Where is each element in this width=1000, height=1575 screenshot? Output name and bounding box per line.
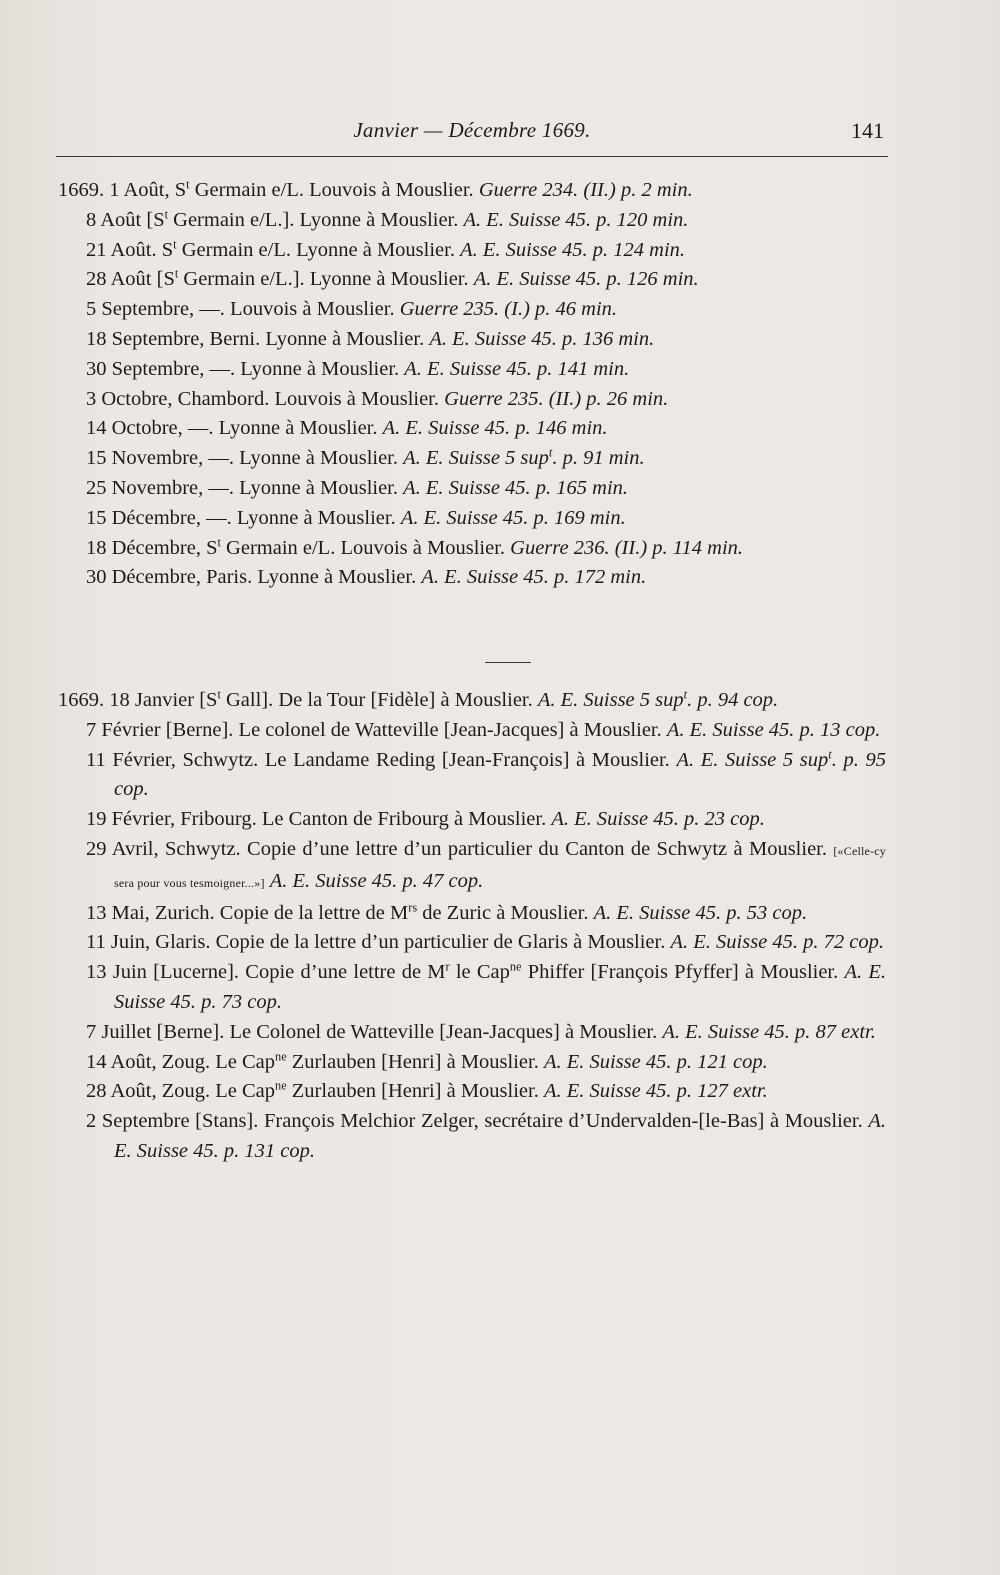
entry-text: 2 Septembre [Stans]. François Melchior Zelger, secrétaire d’Undervalden-[le-Bas] à Mouslier. <box>86 1110 869 1133</box>
entry-text: Germain e/L. Louvois à Mouslier. <box>220 536 511 559</box>
superscript: t <box>828 746 832 761</box>
entry-text: 29 Avril, Schwytz. Copie d’une lettre d’un particulier du Canton de Schwytz à Mouslier. <box>86 837 834 860</box>
archive-reference: Guerre 235. (II.) p. 26 min. <box>444 387 669 410</box>
archive-reference: A. E. Suisse 45. p. 124 min. <box>460 238 686 261</box>
entry-text: 7 Juillet [Berne]. Le Colonel de Watteville [Jean-Jacques] à Mouslier. <box>86 1020 663 1043</box>
letter-entry <box>86 355 886 385</box>
superscript: t <box>186 177 190 192</box>
entry-text: 15 Novembre, —. Lyonne à Mouslier. <box>86 447 404 470</box>
letter-entry <box>86 504 886 534</box>
entry-text: 15 Décembre, —. Lyonne à Mouslier. <box>86 506 401 529</box>
page-number: 141 <box>851 118 884 143</box>
superscript: rs <box>408 899 418 914</box>
entry-text: 13 Mai, Zurich. Copie de la lettre de M <box>86 901 409 924</box>
superscript: t <box>548 445 553 460</box>
entry-text: 7 Février [Berne]. Le colonel de Watteville [Jean-Jacques] à Mouslier. <box>86 718 667 741</box>
superscript: r <box>445 959 450 974</box>
archive-reference: A. E. Suisse 45. p. 73 cop. <box>114 961 887 1013</box>
letter-entry <box>86 385 886 415</box>
entry-text: 21 Août. S <box>86 238 174 261</box>
entry-text: 11 Juin, Glaris. Copie de la lettre d’un particulier de Glaris à Mouslier. <box>86 931 671 954</box>
entries-block-2 <box>58 686 887 1167</box>
letter-entry <box>86 206 886 236</box>
entry-text: 18 Décembre, S <box>86 536 218 559</box>
archive-reference: A. E. Suisse 45. p. 126 min. <box>473 268 699 291</box>
archive-reference: A. E. Suisse 45. p. 169 min. <box>400 506 626 529</box>
superscript: ne <box>275 1048 287 1063</box>
letter-entry <box>86 265 886 295</box>
entry-text: 5 Septembre, —. Louvois à Mouslier. <box>86 298 400 321</box>
entry-text: Zurlauben [Henri] à Mouslier. <box>286 1050 544 1073</box>
superscript: t <box>164 207 169 222</box>
letter-entry <box>86 534 886 564</box>
archive-reference: . p. 95 cop. <box>114 748 886 801</box>
entry-text: Germain e/L. Lyonne à Mouslier. <box>176 238 461 261</box>
entry-text: 1669. 1 Août, S <box>58 179 187 201</box>
archive-reference: . p. 94 cop. <box>687 689 779 711</box>
archive-reference: A. E. Suisse 45. p. 120 min. <box>463 208 689 231</box>
letter-entry <box>58 176 886 206</box>
entry-text: Germain e/L.]. Lyonne à Mouslier. <box>168 208 464 231</box>
entry-text: 30 Décembre, Paris. Lyonne à Mouslier. <box>86 566 422 589</box>
entry-text: 14 Octobre, —. Lyonne à Mouslier. <box>86 417 383 440</box>
entry-text: 30 Septembre, —. Lyonne à Mouslier. <box>86 357 405 380</box>
entries-block-1 <box>58 176 886 593</box>
running-title: Janvier — Décembre 1669. <box>353 118 591 142</box>
entry-text: 28 Août, Zoug. Le Cap <box>86 1080 276 1103</box>
letter-entry <box>86 899 886 929</box>
letter-entry <box>86 805 886 835</box>
entry-text: Phiffer [François Pfyffer] à Mouslier. <box>521 961 845 984</box>
superscript: t <box>683 687 688 702</box>
incipit-quote: [«Celle-cy sera pour vous tesmoigner...»] <box>114 843 886 890</box>
entry-text: le Cap <box>449 961 510 984</box>
entry-text: Zurlauben [Henri] à Mouslier. <box>286 1080 544 1103</box>
superscript: t <box>217 687 221 702</box>
archive-reference: Guerre 236. (II.) p. 114 min. <box>510 536 744 559</box>
letter-entry <box>86 563 886 593</box>
archive-reference: A. E. Suisse 45. p. 121 cop. <box>543 1050 768 1073</box>
letter-entry <box>86 928 886 958</box>
entry-text: Germain e/L. Louvois à Mouslier. <box>189 179 479 201</box>
archive-reference: A. E. Suisse 45. p. 172 min. <box>421 566 647 589</box>
letter-entry <box>86 746 886 806</box>
archive-reference: A. E. Suisse 5 sup <box>537 689 684 711</box>
entry-text: 19 Février, Fribourg. Le Canton de Fribourg à Mouslier. <box>86 808 552 831</box>
archive-reference: A. E. Suisse 45. p. 131 cop. <box>114 1110 886 1162</box>
entry-text: 11 Février, Schwytz. Le Landame Reding [Jean-François] à Mouslier. <box>86 748 677 771</box>
letter-entry <box>86 716 886 746</box>
letter-entry <box>86 236 886 266</box>
archive-reference: A. E. Suisse 5 sup <box>403 447 549 470</box>
archive-reference: A. E. Suisse 45. p. 72 cop. <box>670 931 885 954</box>
archive-reference: A. E. Suisse 45. p. 13 cop. <box>666 718 881 741</box>
archive-reference: A. E. Suisse 45. p. 23 cop. <box>551 808 765 831</box>
page-header <box>56 112 888 157</box>
entry-text: 25 Novembre, —. Lyonne à Mouslier. <box>86 476 404 499</box>
archive-reference: A. E. Suisse 45. p. 127 extr. <box>543 1080 768 1103</box>
archive-reference: A. E. Suisse 45. p. 136 min. <box>429 327 655 350</box>
entry-text: 18 Septembre, Berni. Lyonne à Mouslier. <box>86 327 430 350</box>
entry-text: 13 Juin [Lucerne]. Copie d’une lettre de M <box>86 961 446 984</box>
archive-reference: A. E. Suisse 45. p. 165 min. <box>403 476 629 499</box>
archive-reference: Guerre 235. (I.) p. 46 min. <box>399 298 618 321</box>
entry-text: 14 Août, Zoug. Le Cap <box>86 1050 276 1073</box>
letter-entry <box>86 958 886 1018</box>
superscript: t <box>174 266 179 281</box>
superscript: t <box>217 534 221 549</box>
letter-entry <box>86 1077 886 1107</box>
archive-reference: A. E. Suisse 45. p. 53 cop. <box>593 901 808 924</box>
entry-text: Germain e/L.]. Lyonne à Mouslier. <box>178 268 474 291</box>
entry-text: 28 Août [S <box>86 268 175 291</box>
entry-text: Gall]. De la Tour [Fidèle] à Mouslier. <box>220 689 538 711</box>
superscript: ne <box>509 959 522 974</box>
section-divider <box>485 662 531 663</box>
archive-reference: . p. 91 min. <box>552 447 645 470</box>
superscript: t <box>173 236 177 251</box>
archive-reference: A. E. Suisse 45. p. 47 cop. <box>269 869 484 892</box>
archive-reference: A. E. Suisse 45. p. 146 min. <box>382 417 608 440</box>
letter-entry <box>86 1018 886 1048</box>
letter-entry <box>86 1107 886 1167</box>
superscript: ne <box>275 1078 287 1093</box>
letter-entry <box>86 295 886 325</box>
letter-entry <box>86 444 886 474</box>
letter-entry <box>86 414 886 444</box>
archive-reference: A. E. Suisse 45. p. 141 min. <box>404 357 630 380</box>
letter-entry <box>86 835 886 899</box>
archive-reference: Guerre 234. (II.) p. 2 min. <box>478 179 693 201</box>
archive-reference: A. E. Suisse 45. p. 87 extr. <box>662 1020 876 1043</box>
letter-entry <box>58 686 886 716</box>
entry-text: 8 Août [S <box>86 208 165 231</box>
entry-text: de Zuric à Mouslier. <box>417 901 594 924</box>
archive-reference: A. E. Suisse 5 sup <box>676 748 829 771</box>
letter-entry <box>86 474 886 504</box>
letter-entry <box>86 325 886 355</box>
entry-text: 1669. 18 Janvier [S <box>58 689 218 711</box>
entry-text: 3 Octobre, Chambord. Louvois à Mouslier. <box>86 387 445 410</box>
letter-entry <box>86 1048 886 1078</box>
